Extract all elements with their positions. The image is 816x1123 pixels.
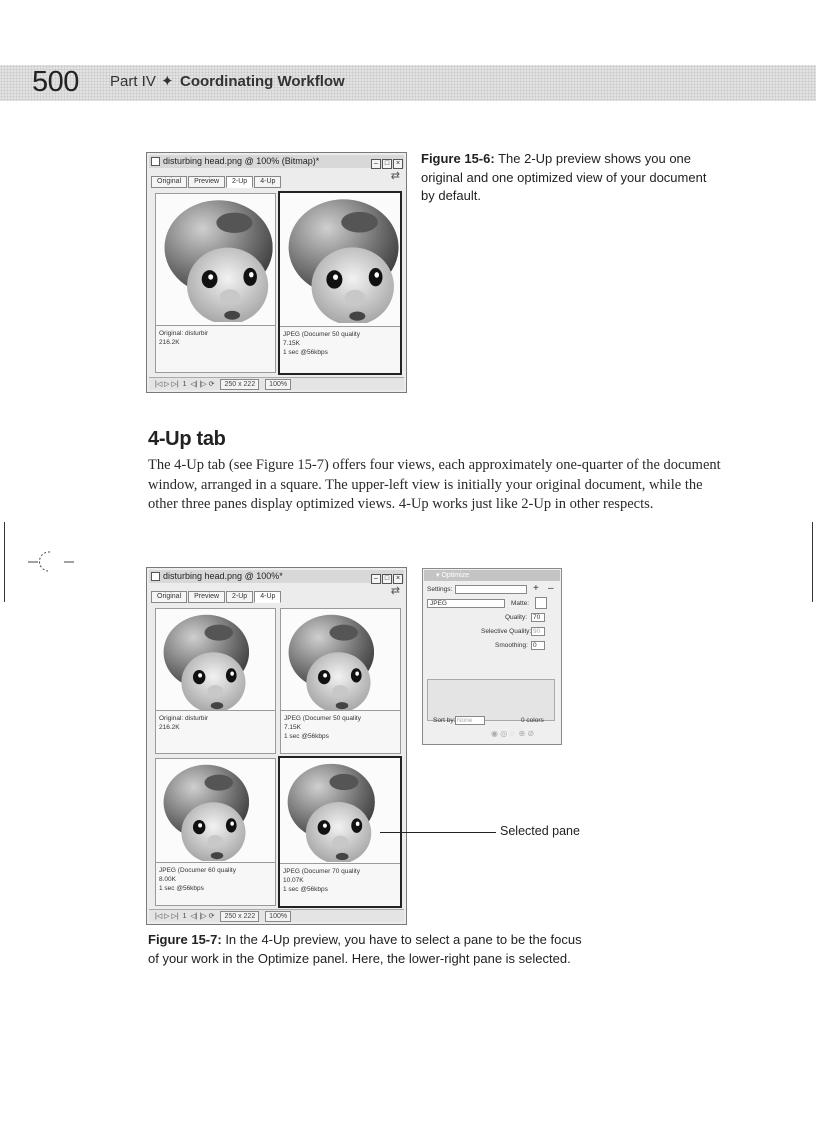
- pane-format[interactable]: Original: disturbir: [159, 330, 209, 337]
- color-count: 0 colors: [521, 717, 544, 724]
- playback-controls-icon[interactable]: |◁ ▷ ▷| 1 ◁| |▷ ⟳: [155, 913, 215, 920]
- format-select[interactable]: JPEG: [427, 599, 505, 608]
- caption-label: Figure 15-6:: [421, 151, 495, 166]
- playback-controls-icon[interactable]: |◁ ▷ ▷| 1 ◁| |▷ ⟳: [155, 381, 215, 388]
- pane-info: [280, 863, 400, 906]
- maximize-icon[interactable]: □: [382, 574, 392, 584]
- pane-format[interactable]: JPEG (Documer 70 quality: [283, 868, 360, 875]
- caption-label: Figure 15-7:: [148, 932, 222, 947]
- tab-original[interactable]: Original: [151, 176, 187, 188]
- document-icon: [151, 572, 160, 581]
- doll-head-image: [160, 613, 249, 711]
- page-number: 500: [32, 66, 79, 98]
- part-title: Coordinating Workflow: [180, 73, 345, 90]
- doll-head-image: [160, 763, 249, 861]
- zoom-select[interactable]: 100%: [265, 379, 291, 390]
- tab-2up[interactable]: 2-Up: [226, 591, 253, 603]
- doll-head-image: [285, 613, 374, 711]
- crop-mark-left: [4, 522, 5, 602]
- window-title: disturbing head.png @ 100%*: [163, 571, 283, 581]
- image-dimensions: 250 x 222: [220, 379, 259, 390]
- preview-pane-3[interactable]: [155, 758, 276, 906]
- pane-size: 7.15K: [283, 340, 300, 347]
- preview-pane-1[interactable]: [155, 608, 276, 754]
- part-label: Part IV: [110, 73, 156, 90]
- sort-select[interactable]: None: [455, 716, 485, 725]
- pane-size: 216.2K: [159, 724, 180, 731]
- pane-info: [156, 325, 275, 372]
- tab-preview[interactable]: Preview: [188, 176, 225, 188]
- figure-15-6-window: [146, 152, 407, 393]
- matte-label: Matte:: [511, 600, 530, 607]
- smoothing-select[interactable]: 0: [531, 641, 545, 650]
- minimize-icon[interactable]: –: [371, 159, 381, 169]
- callout-label: Selected pane: [500, 824, 580, 838]
- preview-pane-optimized[interactable]: [278, 191, 402, 375]
- doll-head-image: [160, 198, 273, 322]
- pane-info: [281, 710, 400, 753]
- window-titlebar: [149, 155, 404, 168]
- settings-label: Settings:: [427, 586, 453, 593]
- add-preset-icon[interactable]: +: [533, 583, 539, 594]
- pane-info: [156, 862, 275, 905]
- quick-export-icon[interactable]: ⇄: [390, 170, 400, 182]
- caption-text: In the 4-Up preview, you have to select a pane to be the focus of your work in the Optimize panel. Here, the lower-right pane is selected.: [148, 932, 582, 966]
- tab-preview[interactable]: Preview: [188, 591, 225, 603]
- pane-time: 1 sec @56kbps: [159, 885, 204, 892]
- pane-format[interactable]: Original: disturbir: [159, 715, 209, 722]
- optimize-panel: [422, 568, 562, 745]
- minimize-icon[interactable]: –: [371, 574, 381, 584]
- diamond-separator-icon: ✦: [161, 72, 174, 90]
- pane-size: 8.00K: [159, 876, 176, 883]
- color-table-tools-icon[interactable]: ◉ ◎ ◌ ⊕ ⊘: [491, 729, 535, 738]
- quick-export-icon[interactable]: ⇄: [390, 585, 400, 597]
- figure-15-7-window: [146, 567, 407, 925]
- tab-4up[interactable]: 4-Up: [254, 176, 281, 188]
- selective-quality-label: Selective Quality:: [481, 628, 532, 635]
- preview-pane-original[interactable]: [155, 193, 276, 373]
- callout-line: [380, 832, 496, 833]
- section-body: The 4-Up tab (see Figure 15-7) offers four views, each approximately one-quarter of the document window, arranged in a square. The upper-left view is initially your original document, while the other three panes display optimized views. 4-Up works just like 2-Up in other respects.: [148, 457, 721, 513]
- image-dimensions: 250 x 222: [220, 911, 259, 922]
- pane-format[interactable]: JPEG (Documer 60 quality: [159, 867, 236, 874]
- preview-tabs: [151, 170, 282, 185]
- color-table: [427, 679, 555, 721]
- figure-15-6-caption: [421, 150, 711, 206]
- panel-titlebar: ▾ Optimize: [424, 570, 560, 581]
- document-icon: [151, 157, 160, 166]
- status-bar: [149, 909, 404, 922]
- quality-field[interactable]: 70: [531, 613, 545, 622]
- caption-text: The 2-Up preview shows you one original and one optimized view of your document by default.: [421, 151, 707, 203]
- pane-info: [280, 326, 400, 373]
- matte-swatch[interactable]: [535, 597, 547, 609]
- pane-size: 10.07K: [283, 877, 304, 884]
- tab-2up[interactable]: 2-Up: [226, 176, 253, 188]
- crop-mark-right: [812, 522, 813, 602]
- pane-info: [156, 710, 275, 753]
- pane-size: 216.2K: [159, 339, 180, 346]
- tab-original[interactable]: Original: [151, 591, 187, 603]
- doll-head-image: [284, 197, 399, 323]
- registration-mark-icon: [26, 548, 76, 574]
- pane-time: 1 sec @56kbps: [283, 349, 328, 356]
- tab-4up[interactable]: 4-Up: [254, 591, 281, 603]
- settings-select[interactable]: [455, 585, 527, 594]
- window-titlebar: [149, 570, 404, 583]
- zoom-select[interactable]: 100%: [265, 911, 291, 922]
- remove-preset-icon[interactable]: –: [548, 583, 554, 594]
- sort-label: Sort by:: [433, 717, 456, 724]
- preview-tabs: [151, 585, 282, 600]
- pane-format[interactable]: JPEG (Documer 50 quality: [283, 331, 360, 338]
- panel-title: Optimize: [441, 572, 470, 579]
- pane-time: 1 sec @56kbps: [284, 733, 329, 740]
- maximize-icon[interactable]: □: [382, 159, 392, 169]
- window-title: disturbing head.png @ 100% (Bitmap)*: [163, 156, 320, 166]
- status-bar: [149, 377, 404, 390]
- preview-pane-2[interactable]: [280, 608, 401, 754]
- close-icon[interactable]: ×: [393, 574, 403, 584]
- quality-label: Quality:: [505, 614, 528, 621]
- pane-time: 1 sec @56kbps: [283, 886, 328, 893]
- selective-quality-field[interactable]: 90: [531, 627, 545, 636]
- section-heading: 4-Up tab: [148, 428, 226, 450]
- pane-size: 7.15K: [284, 724, 301, 731]
- smoothing-label: Smoothing:: [495, 642, 528, 649]
- doll-head-image: [284, 762, 375, 862]
- pane-format[interactable]: JPEG (Documer 50 quality: [284, 715, 361, 722]
- figure-15-7-caption: [148, 931, 588, 968]
- close-icon[interactable]: ×: [393, 159, 403, 169]
